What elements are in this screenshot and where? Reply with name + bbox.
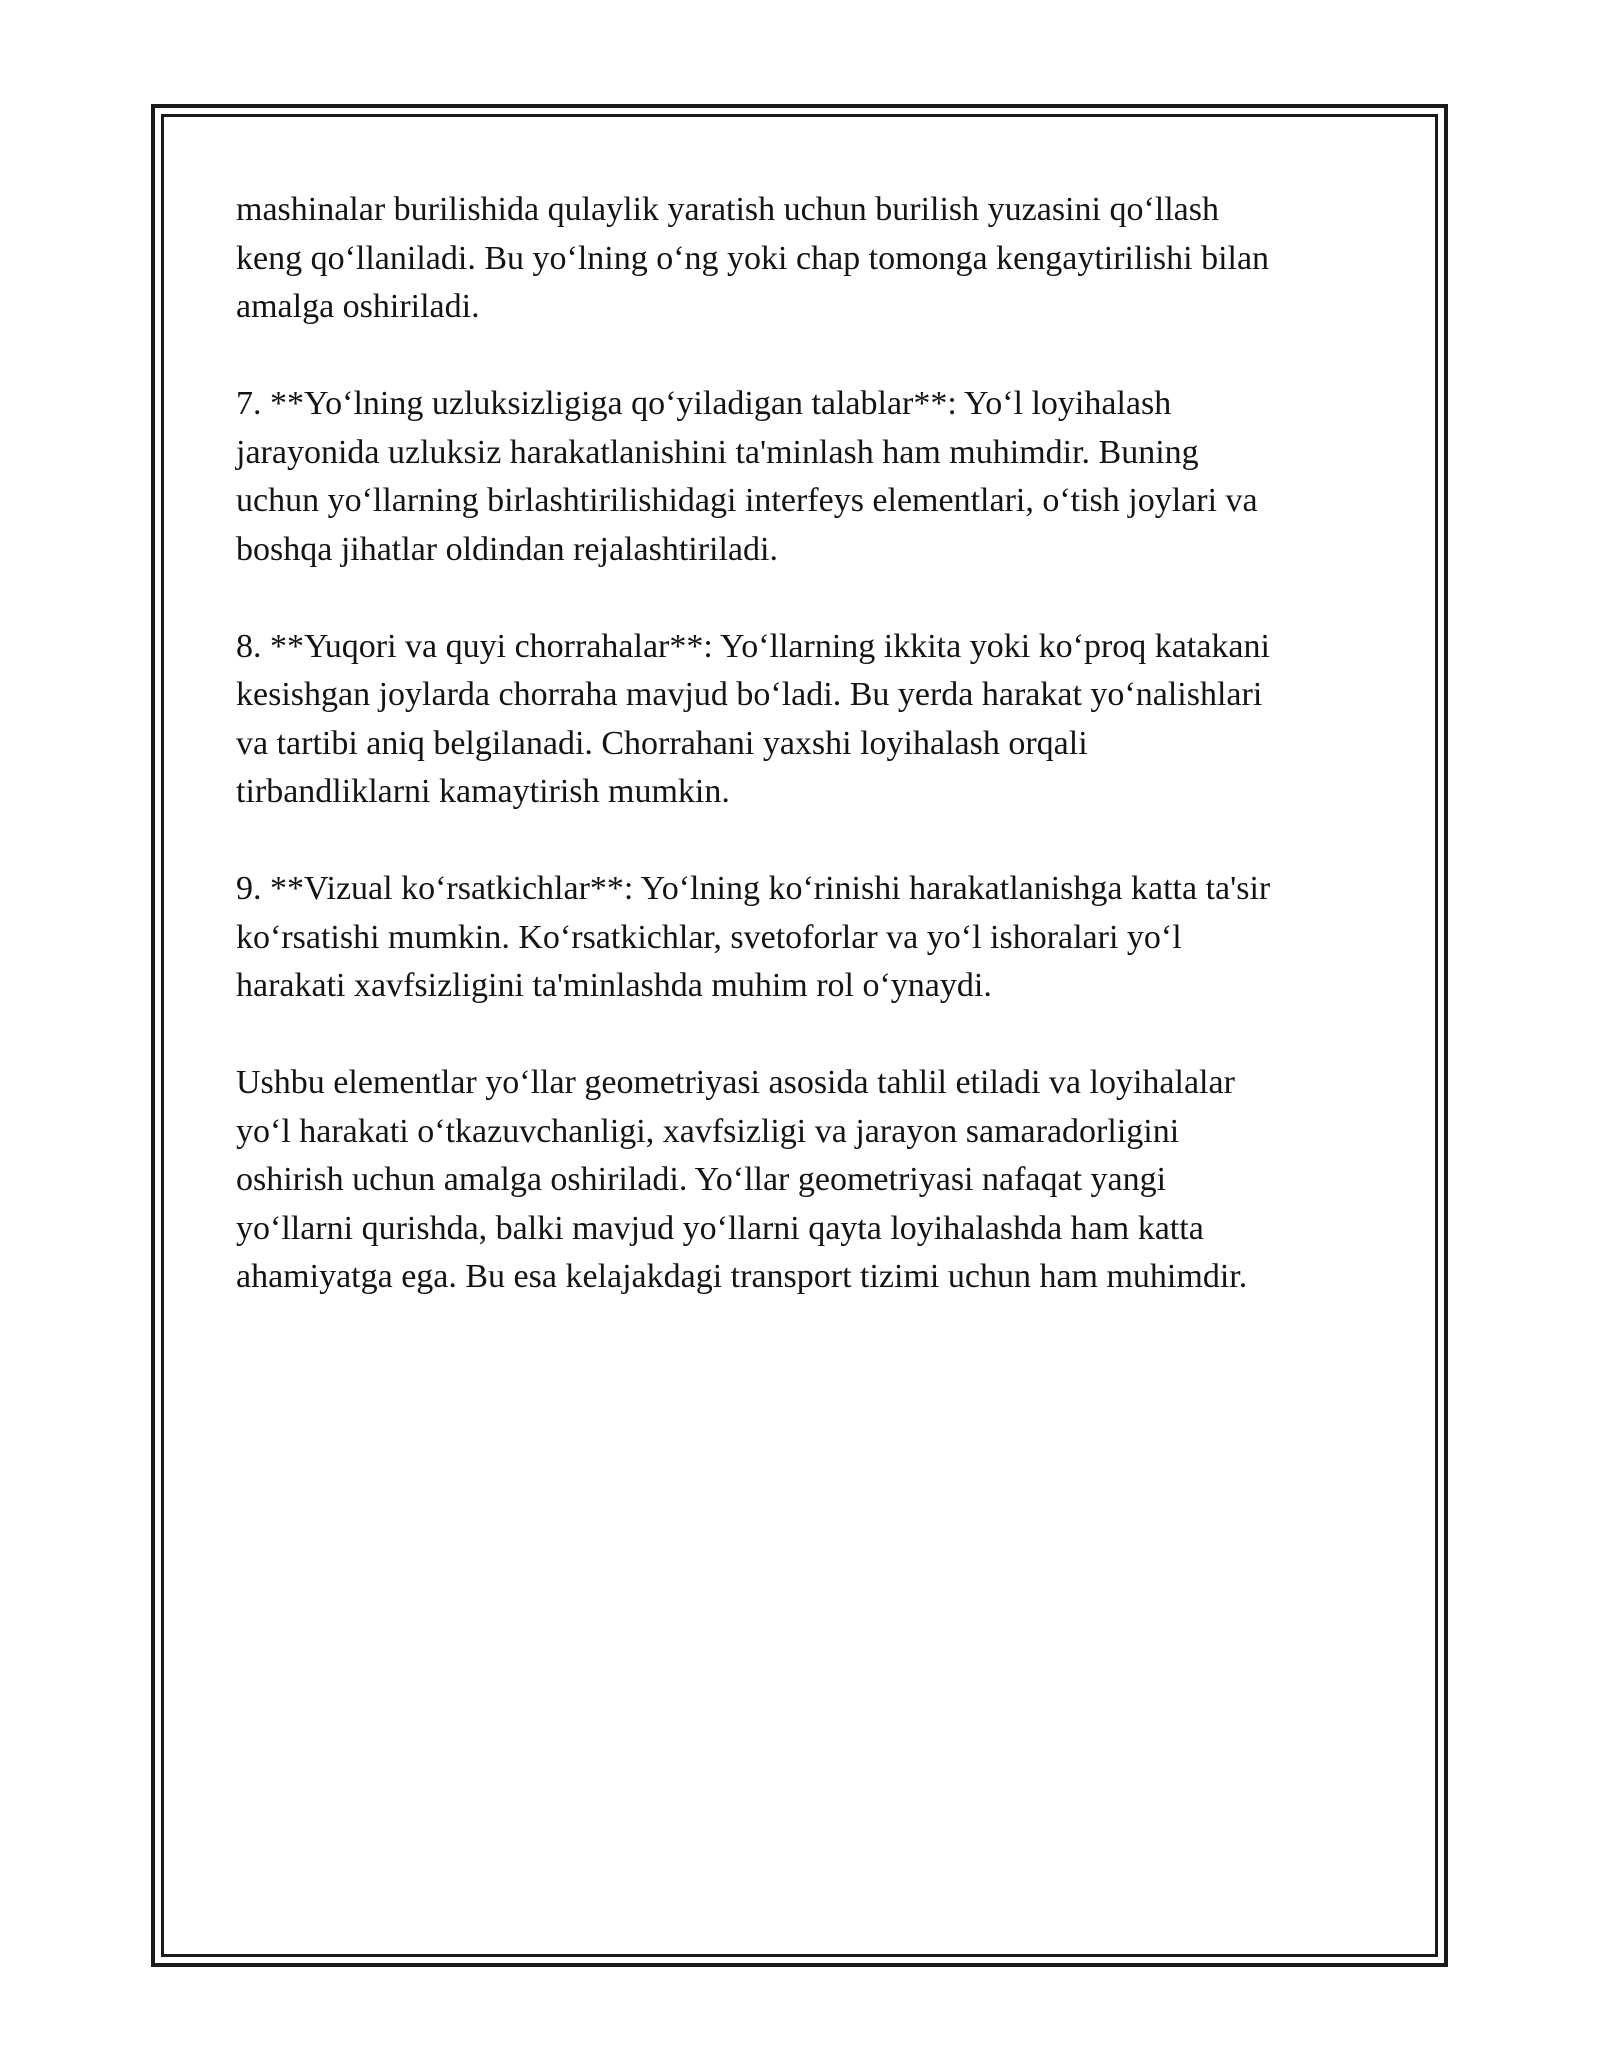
paragraph-continuation [236, 186, 1376, 332]
text-line: yo‘l harakati o‘tkazuvchanligi, xavfsizligi va jarayon samaradorligini [236, 1112, 1180, 1150]
text-line: harakati xavfsizligini ta'minlashda muhim rol o‘ynaydi. [236, 967, 992, 1004]
text-line: amalga oshiriladi. [236, 288, 480, 325]
text-line: ko‘rsatishi mumkin. Ko‘rsatkichlar, svetoforlar va yo‘l ishoralari yo‘l [236, 918, 1182, 956]
text-line: uchun yo‘llarning birlashtirilishidagi interfeys elementlari, o‘tish joylari va [236, 482, 1258, 519]
text-line: keng qo‘llaniladi. Bu yo‘lning o‘ng yoki chap tomonga kengaytirilishi bilan [236, 239, 1270, 277]
document-body [236, 186, 1376, 1350]
text-line: Ushbu elementlar yo‘llar geometriyasi asosida tahlil etiladi va loyihalalar [236, 1064, 1235, 1101]
paragraph-item-8 [236, 623, 1376, 817]
paragraph-conclusion [236, 1059, 1376, 1302]
text-line: 9. **Vizual ko‘rsatkichlar**: Yo‘lning ko‘rinishi harakatlanishga katta ta'sir [236, 870, 1271, 907]
text-line: mashinalar burilishida qulaylik yaratish uchun burilish yuzasini qo‘llash [236, 191, 1219, 228]
text-line: 8. **Yuqori va quyi chorrahalar**: Yo‘llarning ikkita yoki ko‘proq katakani [236, 627, 1270, 665]
text-line: kesishgan joylarda chorraha mavjud bo‘ladi. Bu yerda harakat yo‘nalishlari [236, 676, 1263, 713]
paragraph-item-7 [236, 380, 1376, 574]
text-line: va tartibi aniq belgilanadi. Chorrahani yaxshi loyihalash orqali [236, 724, 1088, 762]
text-line: tirbandliklarni kamaytirish mumkin. [236, 773, 730, 810]
paragraph-item-9 [236, 865, 1376, 1011]
text-line: oshirish uchun amalga oshiriladi. Yo‘llar geometriyasi nafaqat yangi [236, 1161, 1167, 1198]
text-line: yo‘llarni qurishda, balki mavjud yo‘llarni qayta loyihalashda ham katta [236, 1209, 1204, 1247]
text-line: ahamiyatga ega. Bu esa kelajakdagi transport tizimi uchun ham muhimdir. [236, 1258, 1248, 1295]
text-line: jarayonida uzluksiz harakatlanishini ta'minlash ham muhimdir. Buning [236, 433, 1199, 471]
text-line: boshqa jihatlar oldindan rejalashtiriladi. [236, 530, 778, 568]
text-line: 7. **Yo‘lning uzluksizligiga qo‘yiladigan talablar**: Yo‘l loyihalash [236, 385, 1172, 422]
